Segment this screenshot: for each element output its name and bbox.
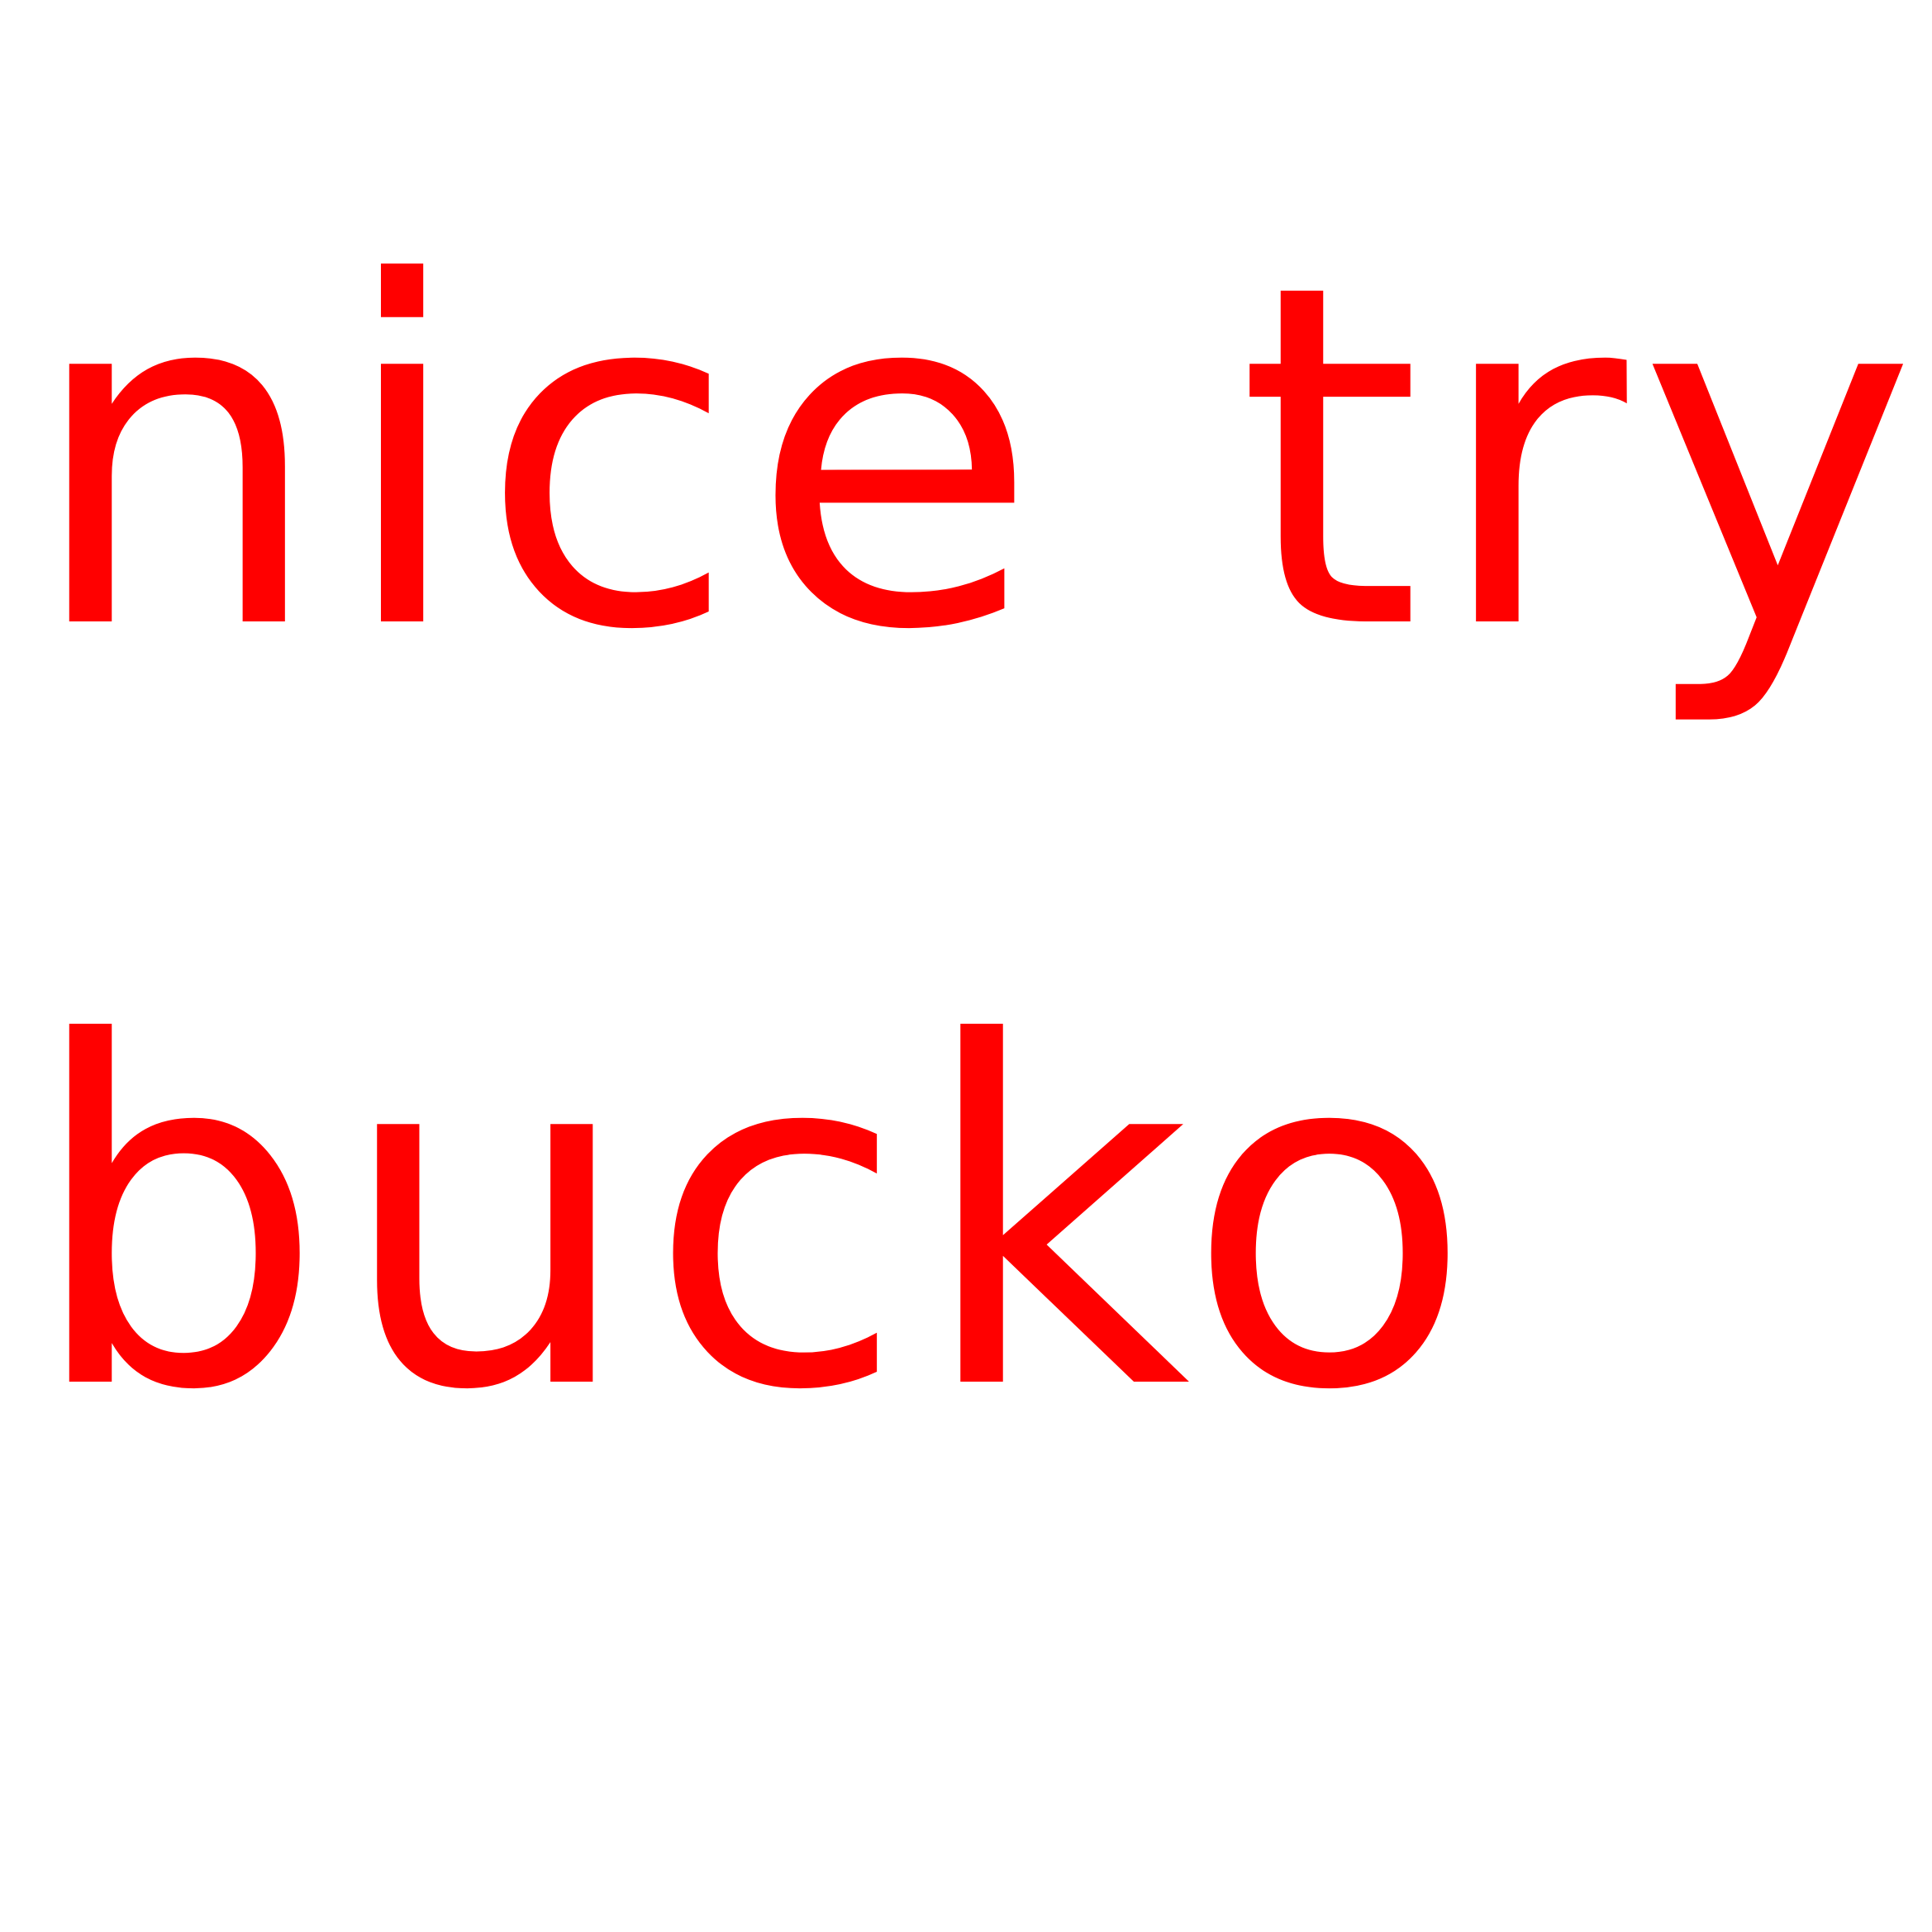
message-text — [26, 79, 1932, 1600]
message-line-2: bucko — [26, 945, 1485, 1493]
message-line-1: nice try — [26, 185, 1930, 733]
